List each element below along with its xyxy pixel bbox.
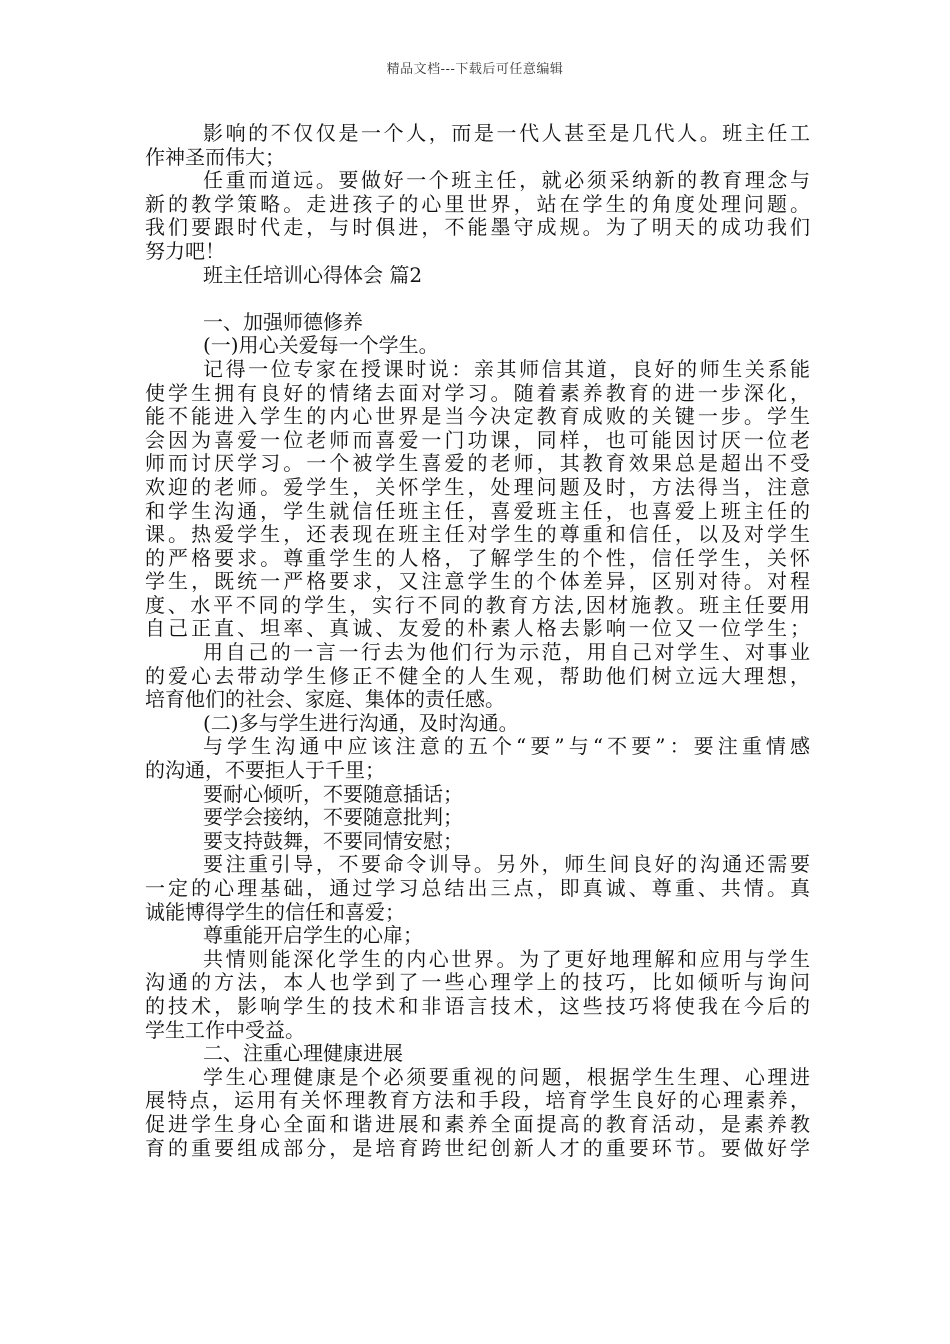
text-line: 要学会接纳，不要随意批判； — [203, 806, 463, 830]
text-line: 一定的心理基础，通过学习总结出三点，即真诚、尊重、共情。真 — [145, 877, 810, 900]
text-line: 影响的不仅仅是一个人，而是一代人甚至是几代人。班主任工 — [203, 122, 810, 145]
text-line: 师而讨厌学习。一个被学生喜爱的老师，其教育效果总是超出不受 — [145, 452, 810, 476]
text-line: 的技术，影响学生的技术和非语言技术，这些技巧将使我在今后的 — [145, 994, 810, 1018]
blank-line — [145, 287, 810, 311]
text-line: 班主任培训心得体会 篇2 — [203, 263, 423, 287]
text-line: 自己正直、坦率、真诚、友爱的朴素人格去影响一位又一位学生； — [145, 617, 810, 641]
text-line: 任重而道远。要做好一个班主任，就必须采纳新的教育理念与 — [203, 169, 810, 193]
text-line: 尊重能开启学生的心扉； — [203, 924, 423, 948]
text-line: 的沟通，不要拒人于千里； — [145, 759, 385, 783]
text-line: (二)多与学生进行沟通，及时沟通。 — [203, 711, 519, 735]
text-line: 我们要跟时代走，与时俱进，不能墨守成规。为了明天的成功我们 — [145, 216, 810, 240]
text-line: 会因为喜爱一位老师而喜爱一门功课，同样，也可能因讨厌一位老 — [145, 428, 810, 452]
document-body — [145, 122, 810, 1160]
text-line: 学生工作中受益。 — [145, 1018, 305, 1042]
text-line: 课。热爱学生，还表现在班主任对学生的尊重和信任，以及对学生 — [145, 523, 810, 547]
text-line: 沟通的方法，本人也学到了一些心理学上的技巧，比如倾听与询问 — [145, 971, 810, 995]
text-line: 的严格要求。尊重学生的人格，了解学生的个性，信任学生，关怀 — [145, 546, 810, 570]
text-line: 欢迎的老师。爱学生，关怀学生，处理问题及时，方法得当，注意 — [145, 475, 810, 499]
text-line: 促进学生身心全面和谐进展和素养全面提高的教育活动，是素养教 — [145, 1112, 810, 1136]
text-line: 学生心理健康是个必须要重视的问题，根据学生生理、心理进 — [203, 1065, 810, 1089]
text-line: 度、水平不同的学生，实行不同的教育方法,因材施教。班主任要用 — [145, 593, 810, 617]
text-line: 要支持鼓舞，不要同情安慰； — [203, 829, 463, 853]
text-line: 共情则能深化学生的内心世界。为了更好地理解和应用与学生 — [203, 947, 810, 971]
page-header: 精品文档---下载后可任意编辑 — [386, 62, 564, 77]
text-line: 的爱心去带动学生修正不健全的人生观，帮助他们树立远大理想， — [145, 664, 810, 688]
text-line: 要耐心倾听，不要随意插话； — [203, 782, 463, 806]
text-line: 要注重引导，不要命令训导。另外，师生间良好的沟通还需要 — [203, 853, 810, 877]
text-line: 用自己的一言一行去为他们行为示范，用自己对学生、对事业 — [203, 641, 810, 665]
text-line: 与学生沟通中应该注意的五个“要”与“不要”：要注重情感 — [203, 735, 810, 759]
text-line: 一、加强师德修养 — [203, 310, 363, 334]
text-line: 学生，既统一严格要求，又注意学生的个体差异，区别对待。对程 — [145, 570, 810, 594]
text-line: 能不能进入学生的内心世界是当今决定教育成败的关键一步。学生 — [145, 405, 810, 429]
text-line: 使学生拥有良好的情绪去面对学习。随着素养教育的进一步深化， — [145, 381, 810, 405]
text-line: 作神圣而伟大； — [145, 145, 285, 169]
text-line: 育的重要组成部分，是培育跨世纪创新人才的重要环节。要做好学 — [145, 1136, 810, 1160]
text-line: 和学生沟通，学生就信任班主任，喜爱班主任，也喜爱上班主任的 — [145, 499, 810, 523]
text-line: 二、注重心理健康进展 — [203, 1042, 403, 1066]
text-line: 培育他们的社会、家庭、集体的责任感。 — [145, 688, 505, 712]
text-line: 记得一位专家在授课时说：亲其师信其道，良好的师生关系能 — [203, 357, 810, 381]
text-line: 展特点，运用有关怀理教育方法和手段，培育学生良好的心理素养， — [145, 1089, 810, 1113]
text-line: 努力吧！ — [145, 239, 225, 263]
text-line: 新的教学策略。走进孩子的心里世界，站在学生的角度处理问题。 — [145, 192, 810, 216]
text-line: (一)用心关爱每一个学生。 — [203, 334, 439, 358]
text-line: 诚能博得学生的信任和喜爱； — [145, 900, 405, 924]
